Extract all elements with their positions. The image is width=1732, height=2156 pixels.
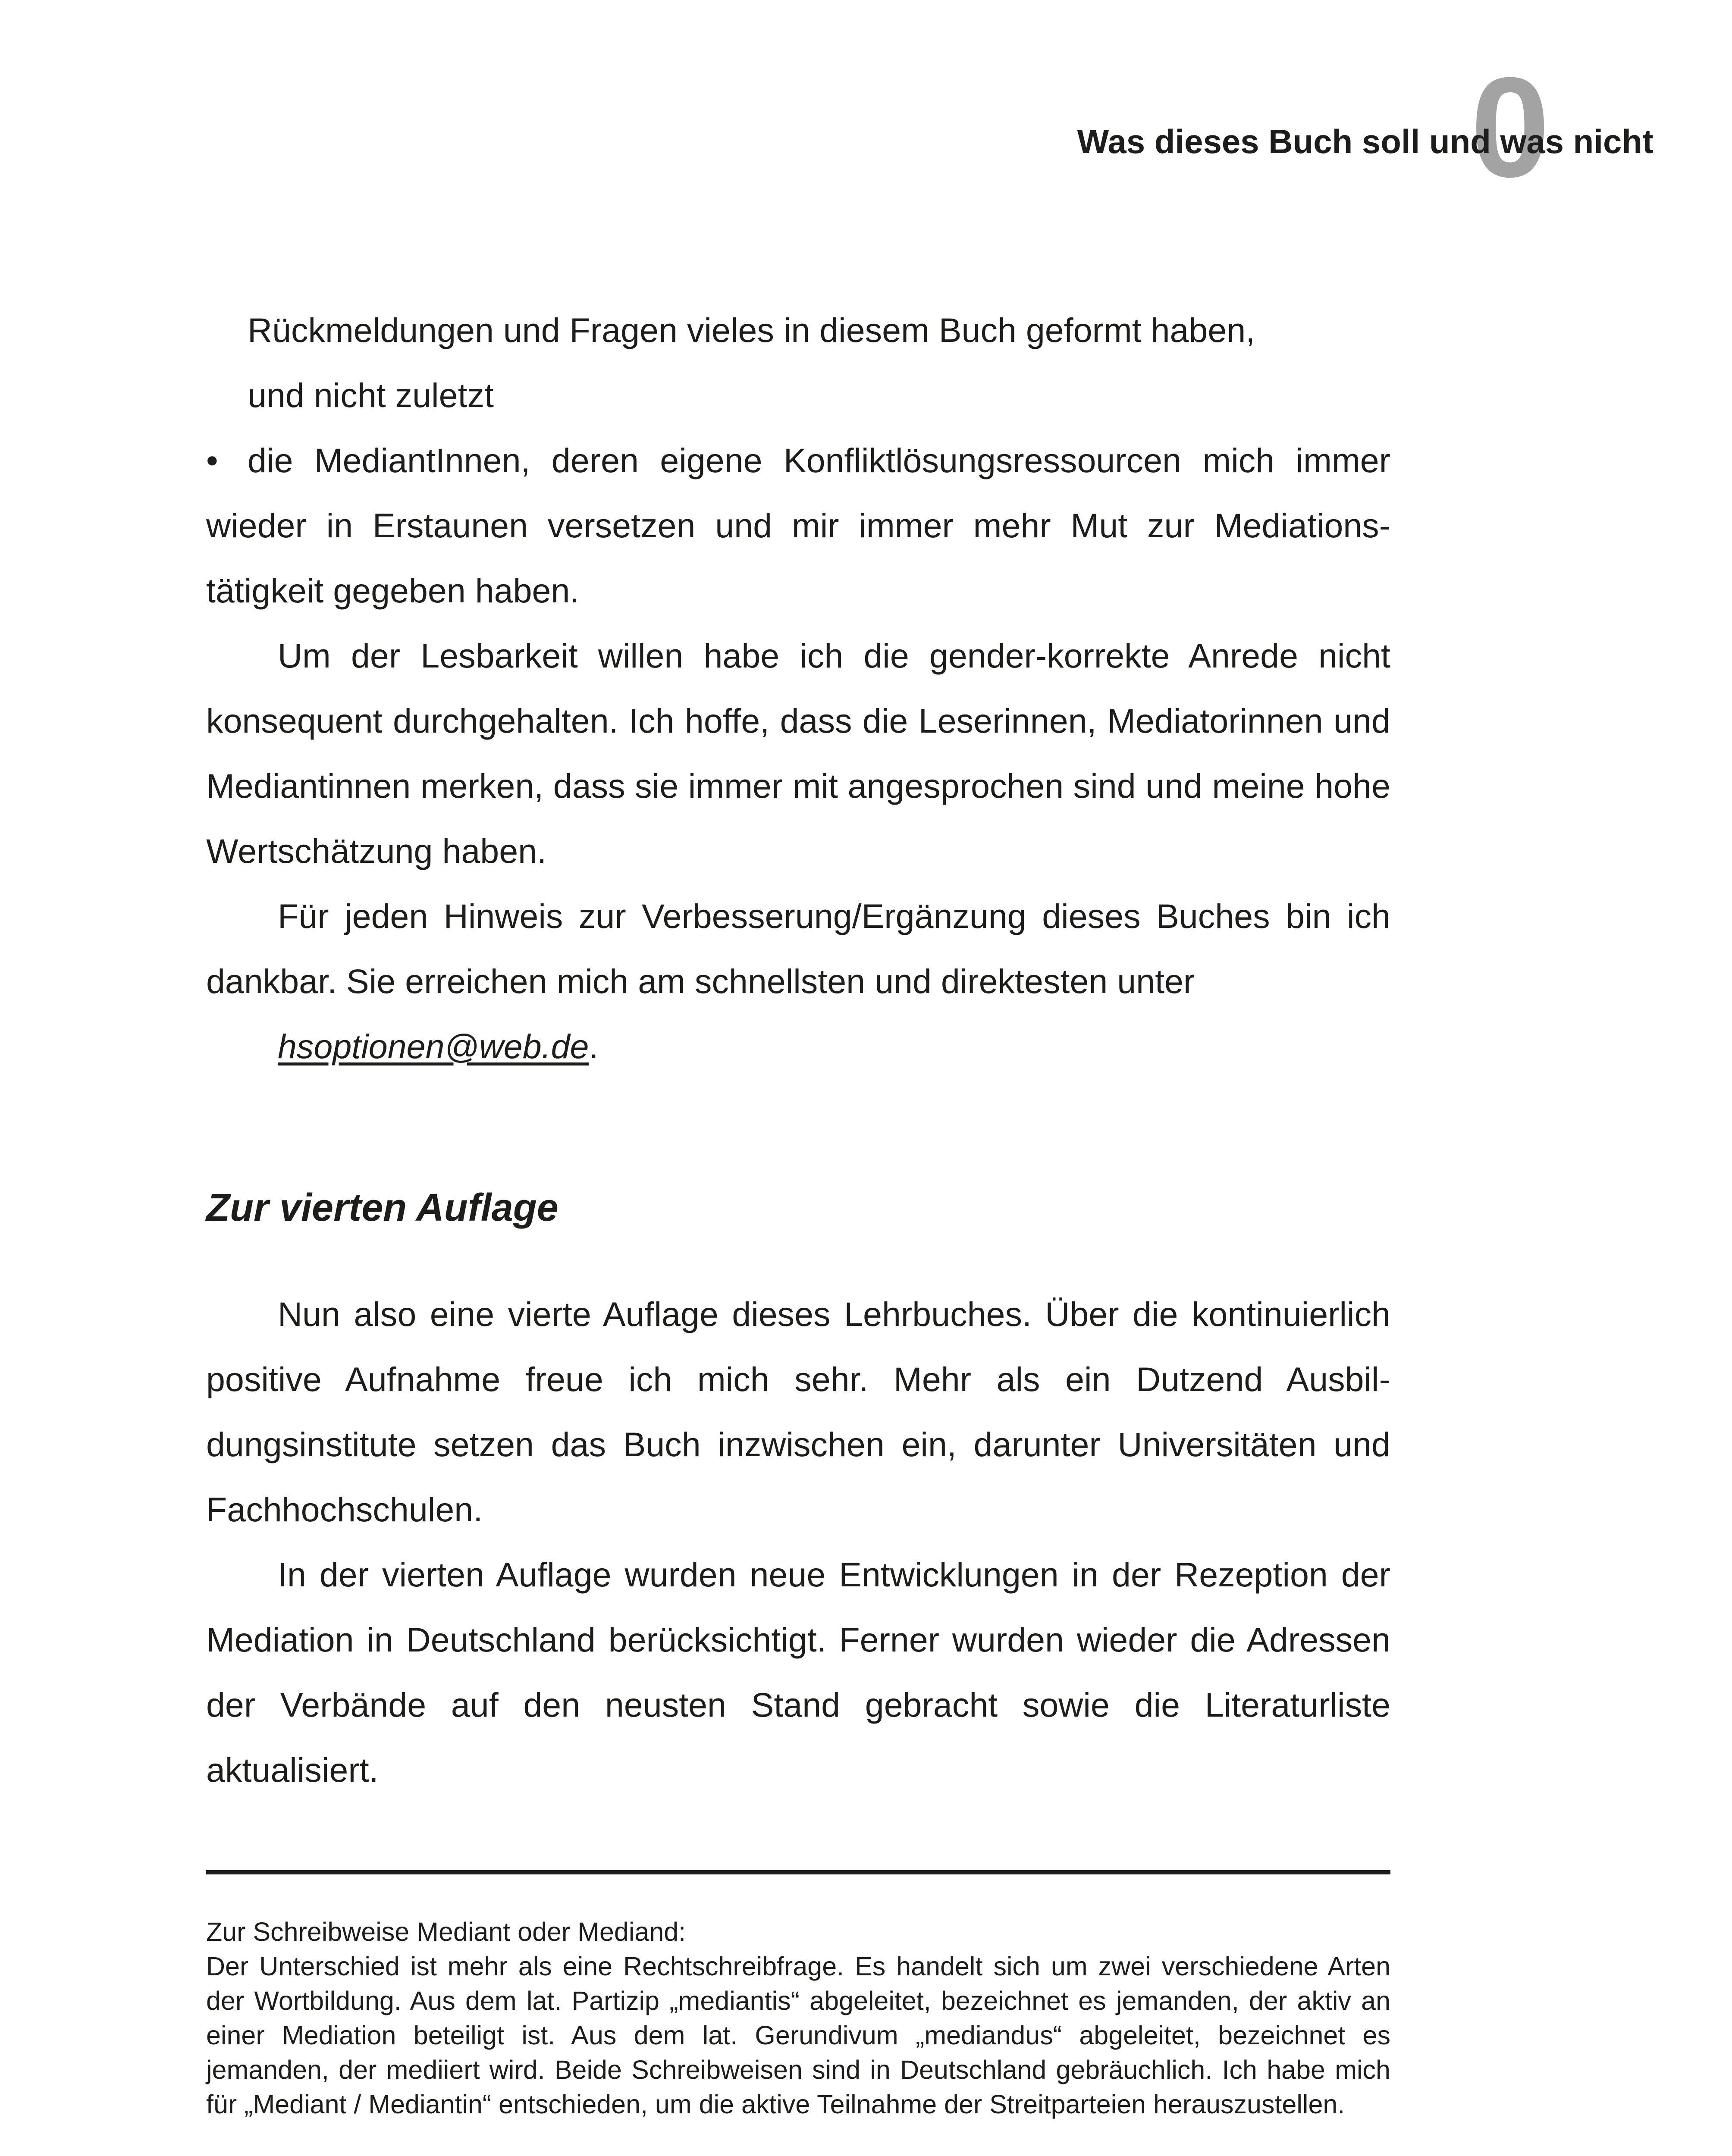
section-heading: Zur vierten Auflage [206,1186,559,1229]
email-period: . [589,1027,599,1065]
bullet-text: die MediantInnen, deren eigene Konfliktlösungsressourcen mich immer wieder in Erstaunen versetzen und mir immer mehr Mut zur Mediationstätigkeit gegeben haben. [206,441,1390,610]
continuation-line: Rückmeldungen und Fragen vieles in diesem Buch geformt haben, [248,311,1255,349]
footnote-text: Der Unterschied ist mehr als eine Rechtschreibfrage. Es handelt sich um zwei verschiedene Arten der Wortbildung. Aus dem lat. Partizip „mediantis“ abgeleitet, bezeichnet es jemanden, der aktiv an einer Mediation beteiligt ist. Aus dem lat. Gerundivum „mediandus“ abgeleitet, bezeichnet es jemanden, der mediiert wird. Beide Schreibweisen sind in Deutschland gebräuchlich. Ich habe mich für „Mediant / Mediantin“ entschieden, um die aktive Teilnahme der Streitparteien herauszustellen. [206,1952,1390,2119]
section-paragraph: Nun also eine vierte Auflage dieses Lehrbuches. Über die kontinuierlich positive Aufnahme freue ich mich sehr. Mehr als ein Dutzend Ausbildungsinstitute setzen das Buch inzwischen ein, darunter Universitäten und Fachhochschulen. [206,1295,1390,1529]
email-line [206,1014,1390,1079]
continuation-line: und nicht zuletzt [248,376,494,414]
chapter-number: 0 [1471,47,1550,207]
email-link[interactable]: hsoptionen@web.de [278,1027,589,1065]
section-paragraph: In der vierten Auflage wurden neue Entwicklungen in der Rezeption der Mediation in Deutschland berücksichtigt. Ferner wurden wieder die Adressen der Verbände auf den neusten Stand gebracht sowie die Literaturliste aktualisiert. [206,1555,1390,1789]
bullet-item [206,428,1390,623]
paragraph-feedback: Für jeden Hinweis zur Verbesserung/Ergänzung dieses Buches bin ich dankbar. Sie erreichen mich am schnellsten und direktesten unter [206,897,1390,1000]
footnote-divider [206,1870,1390,1874]
bullet-icon: • [206,441,218,479]
paragraph-gender: Um der Lesbarkeit willen habe ich die gender-korrekte Anrede nicht konsequent durchgehalten. Ich hoffe, dass die Leserinnen, Mediatorinnen und Mediantinnen merken, dass sie immer mit angesprochen sind und meine hohe Wertschätzung haben. [206,636,1390,870]
body-text [206,298,1390,1802]
footnote-title: Zur Schreibweise Mediant oder Mediand: [206,1917,686,1946]
running-title: Was dieses Buch soll und was nicht [1077,122,1654,160]
footnote [206,1915,1390,2122]
